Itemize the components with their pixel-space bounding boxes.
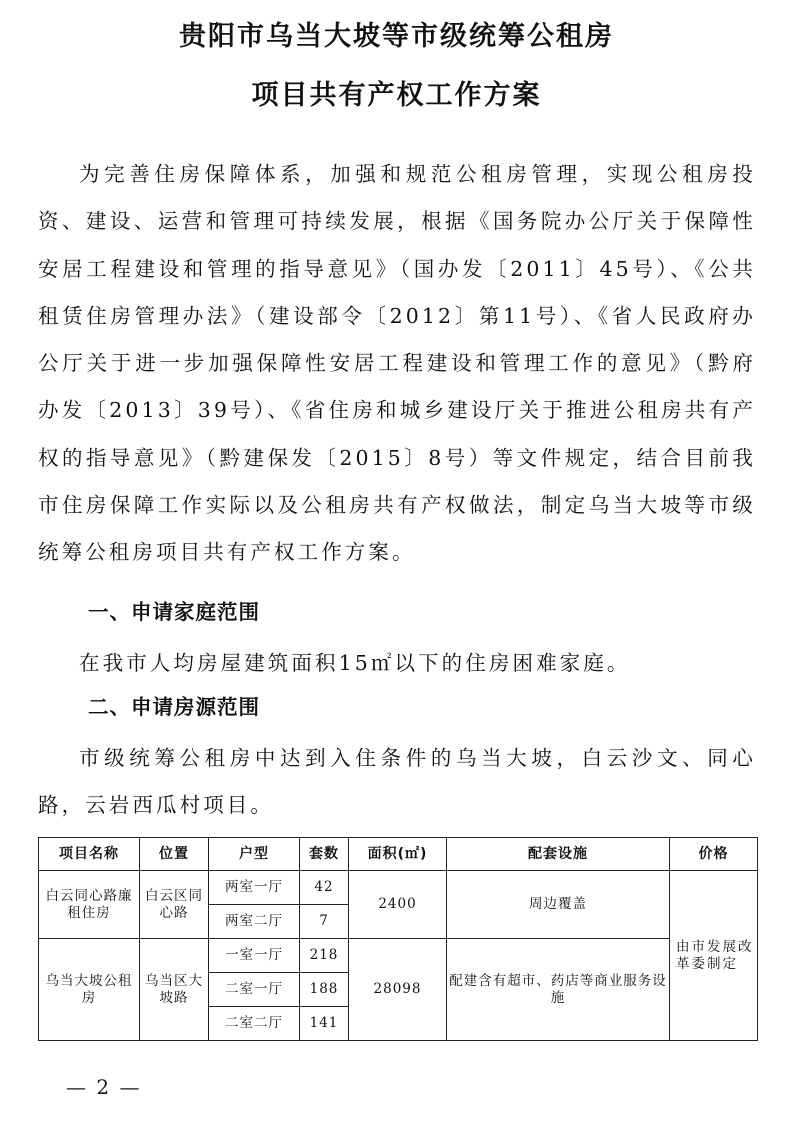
location-cell: 白云区同心路 xyxy=(140,871,209,939)
document-title-line-1: 贵阳市乌当大坡等市级统筹公租房 xyxy=(179,21,614,52)
header-facilities: 配套设施 xyxy=(447,838,670,871)
header-price: 价格 xyxy=(670,838,758,871)
unit-type-cell: 一室一厅 xyxy=(209,939,300,973)
unit-count-cell: 188 xyxy=(300,973,349,1007)
housing-table xyxy=(38,837,758,1041)
section-body-applicant-scope: 在我市人均房屋建筑面积15㎡以下的住房困难家庭。 xyxy=(79,651,631,675)
project-name-cell: 乌当大坡公租房 xyxy=(39,939,140,1041)
unit-count-cell: 141 xyxy=(300,1007,349,1041)
section-heading-housing-scope: 二、申请房源范围 xyxy=(88,695,260,719)
price-cell: 由市发展改革委制定 xyxy=(670,871,758,1041)
header-unit-count: 套数 xyxy=(300,838,349,871)
table-row xyxy=(39,871,758,905)
unit-type-cell: 二室一厅 xyxy=(209,973,300,1007)
unit-count-cell: 42 xyxy=(300,871,349,905)
header-project-name: 项目名称 xyxy=(39,838,140,871)
header-unit-type: 户型 xyxy=(209,838,300,871)
page-number: — 2 — xyxy=(66,1075,142,1099)
section-body-housing-scope: 市级统筹公租房中达到入住条件的乌当大坡，白云沙文、同心路，云岩西瓜村项目。 xyxy=(38,746,756,818)
unit-type-cell: 两室二厅 xyxy=(209,905,300,939)
header-area: 面积(㎡) xyxy=(349,838,447,871)
intro-paragraph: 为完善住房保障体系，加强和规范公租房管理，实现公租房投资、建设、运营和管理可持续发展，根据《国务院办公厅关于保障性安居工程建设和管理的指导意见》（国办发〔2011〕45号）、《公共租赁住房管理办法》（建设部令〔2012〕第11号）、《省人民政府办公厅关于进一步加强保障性安居工程建设和管理工作的意见》（黔府办发〔2013〕39号）、《省住房和城乡建设厅关于推进公租房共有产权的指导意见》（黔建保发〔2015〕8号）等文件规定，结合目前我市住房保障工作实际以及公租房共有产权做法，制定乌当大坡等市级统筹公租房项目共有产权工作方案。 xyxy=(38,162,756,565)
unit-type-cell: 两室一厅 xyxy=(209,871,300,905)
unit-count-cell: 218 xyxy=(300,939,349,973)
document-title-line-2: 项目共有产权工作方案 xyxy=(251,80,542,111)
section-heading-applicant-scope: 一、申请家庭范围 xyxy=(88,600,260,624)
table-header-row xyxy=(39,838,758,871)
unit-type-cell: 二室二厅 xyxy=(209,1007,300,1041)
table-row xyxy=(39,939,758,973)
project-name-cell: 白云同心路廉租住房 xyxy=(39,871,140,939)
facilities-cell: 周边覆盖 xyxy=(447,871,670,939)
unit-count-cell: 7 xyxy=(300,905,349,939)
location-cell: 乌当区大坡路 xyxy=(140,939,209,1041)
facilities-cell: 配建含有超市、药店等商业服务设施 xyxy=(447,939,670,1041)
area-cell: 28098 xyxy=(349,939,447,1041)
area-cell: 2400 xyxy=(349,871,447,939)
header-location: 位置 xyxy=(140,838,209,871)
